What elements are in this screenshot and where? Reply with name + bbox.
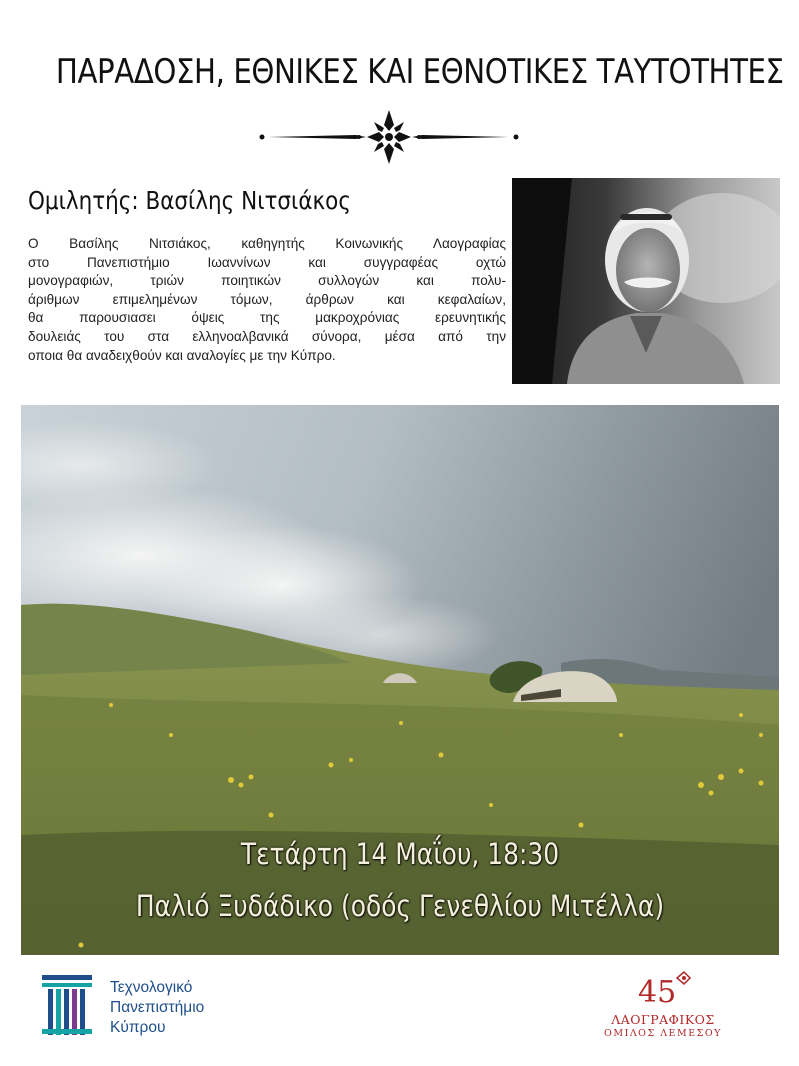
landscape-scene [21,405,779,955]
speaker-bio [28,235,506,365]
tepak-line: Πανεπιστήμιο [110,999,205,1016]
speaker-portrait-photo [512,178,780,384]
tepak-logo-icon [42,975,92,1035]
laografikos-name: ΛΑΟΓΡΑΦΙΚΟΣ [611,1012,715,1027]
event-venue: Παλιό Ξυδάδικο (οδός Γενεθλίου Μιτέλλα) [135,889,665,923]
laografikos-logo [588,970,738,1046]
poster-title: ΠΑΡΑΔΟΣΗ, ΕΘΝΙΚΕΣ ΚΑΙ ΕΘΝΟΤΙΚΕΣ ΤΑΥΤΟΤΗΤΕΣ [55,52,784,92]
bio-line: στο Πανεπιστήμιο Ιωαννίνων και συγγραφέας οχτώ [28,254,506,270]
landscape-photo [21,405,779,955]
bio-line: Ο Βασίλης Νιτσιάκος, καθηγητής Κοινωνικής Λαογραφίας [28,236,506,251]
speaker-heading: Ομιλητής: Βασίλης Νιτσιάκος [28,186,351,215]
tepak-logo-text [110,978,204,1038]
bio-line: άριθμων επιμελημένων τόμων, άρθρων και κεφαλαίων, [28,291,506,307]
bio-line: μονογραφιών, τριών ποιητικών συλλογών και πολυ- [28,273,506,289]
event-date: Τετάρτη 14 Μαΐου, 18:30 [240,837,560,871]
bio-line: δουλειάς του στα ελληνοαλβανικά σύνορα, μέσα από την [28,328,506,344]
ornament-divider-icon [258,108,520,166]
tepak-line: Κύπρου [110,1019,166,1036]
anniversary-number: 45 [638,975,677,1010]
tepak-line: Τεχνολογικό [110,979,193,996]
bio-line: οποια θα αναδειχθούν και αναλογίες με την Κύπρο. [28,347,336,363]
laografikos-subtitle: ΟΜΙΛΟΣ ΛΕΜΕΣΟΥ [604,1028,722,1039]
tepak-logo [42,975,252,1041]
laografikos-45-icon [632,970,692,1010]
bio-line: θα παρουσιασει όψεις της μακροχρόνιας ερευνητικής [28,310,506,326]
